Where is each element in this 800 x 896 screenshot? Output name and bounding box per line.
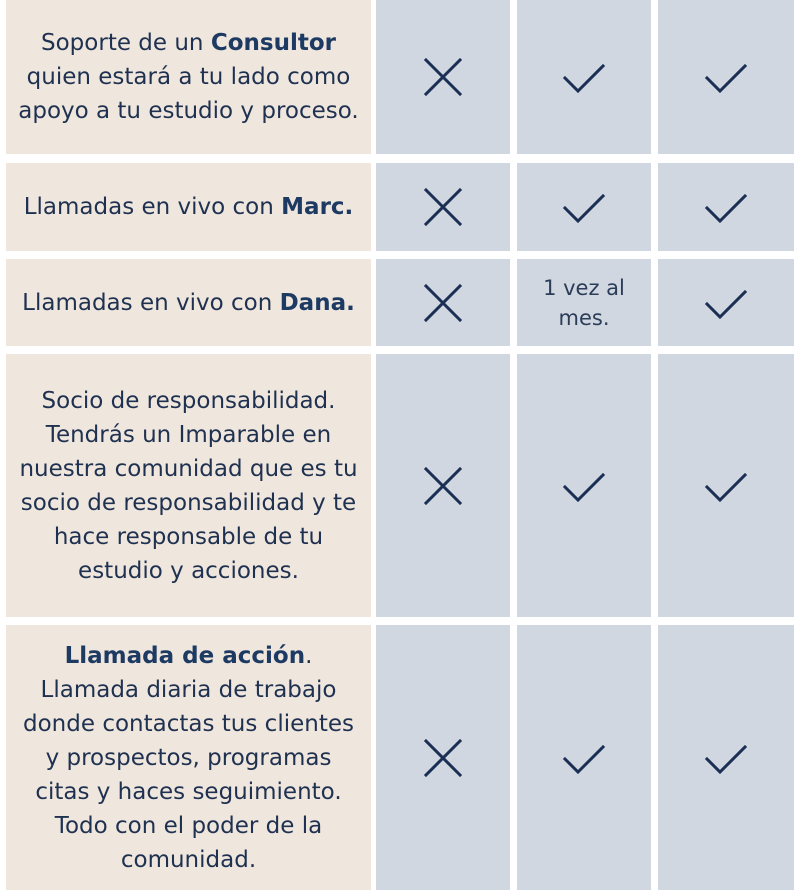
check-icon	[704, 464, 748, 508]
table-row	[0, 259, 800, 346]
plan-cell	[658, 0, 794, 154]
table-row	[0, 625, 800, 890]
check-icon	[562, 736, 606, 780]
check-icon	[704, 55, 748, 99]
plan-cell	[517, 625, 651, 890]
plan-cell	[376, 354, 510, 617]
feature-cell	[6, 259, 371, 346]
plan-cell	[517, 163, 651, 251]
feature-text: Soporte de un Consultor quien estará a tu lado como apoyo a tu estudio y proceso.	[18, 30, 359, 124]
check-icon	[704, 281, 748, 325]
table-row	[0, 354, 800, 617]
plan-cell	[658, 259, 794, 346]
feature-highlight: Llamada de acción	[64, 642, 306, 669]
plan-cell	[517, 259, 651, 346]
plan-cell	[658, 625, 794, 890]
plan-cell	[376, 0, 510, 154]
check-icon	[562, 464, 606, 508]
feature-highlight: Consultor	[210, 30, 336, 56]
check-icon	[562, 55, 606, 99]
check-icon	[562, 185, 606, 229]
feature-text: Llamada de acción. Llamada diaria de trabajo donde contactas tus clientes y prospectos, programas citas y haces seguimiento. Todo con el poder de la comunidad.	[23, 642, 354, 873]
x-icon	[421, 281, 465, 325]
feature-cell	[6, 163, 371, 251]
x-icon	[421, 185, 465, 229]
plan-cell	[517, 354, 651, 617]
plan-cell	[376, 625, 510, 890]
plan-note: 1 vez al mes.	[543, 275, 625, 330]
feature-highlight: Dana.	[279, 289, 355, 316]
plan-cell	[658, 163, 794, 251]
x-icon	[421, 736, 465, 780]
feature-cell	[6, 625, 371, 890]
feature-text: Llamadas en vivo con Dana.	[22, 289, 355, 316]
table-row	[0, 163, 800, 251]
feature-cell	[6, 354, 371, 617]
feature-text: Socio de responsabilidad. Tendrás un Imparable en nuestra comunidad que es tu socio de responsabilidad y te hace responsable de tu estudio y acciones.	[19, 387, 358, 584]
plan-cell	[658, 354, 794, 617]
plan-cell	[376, 163, 510, 251]
table-row	[0, 0, 800, 154]
x-icon	[421, 55, 465, 99]
feature-text: Llamadas en vivo con Marc.	[23, 194, 354, 220]
plan-cell	[376, 259, 510, 346]
feature-cell	[6, 0, 371, 154]
check-icon	[704, 736, 748, 780]
check-icon	[704, 185, 748, 229]
feature-highlight: Marc.	[281, 194, 354, 220]
plan-cell	[517, 0, 651, 154]
x-icon	[421, 464, 465, 508]
